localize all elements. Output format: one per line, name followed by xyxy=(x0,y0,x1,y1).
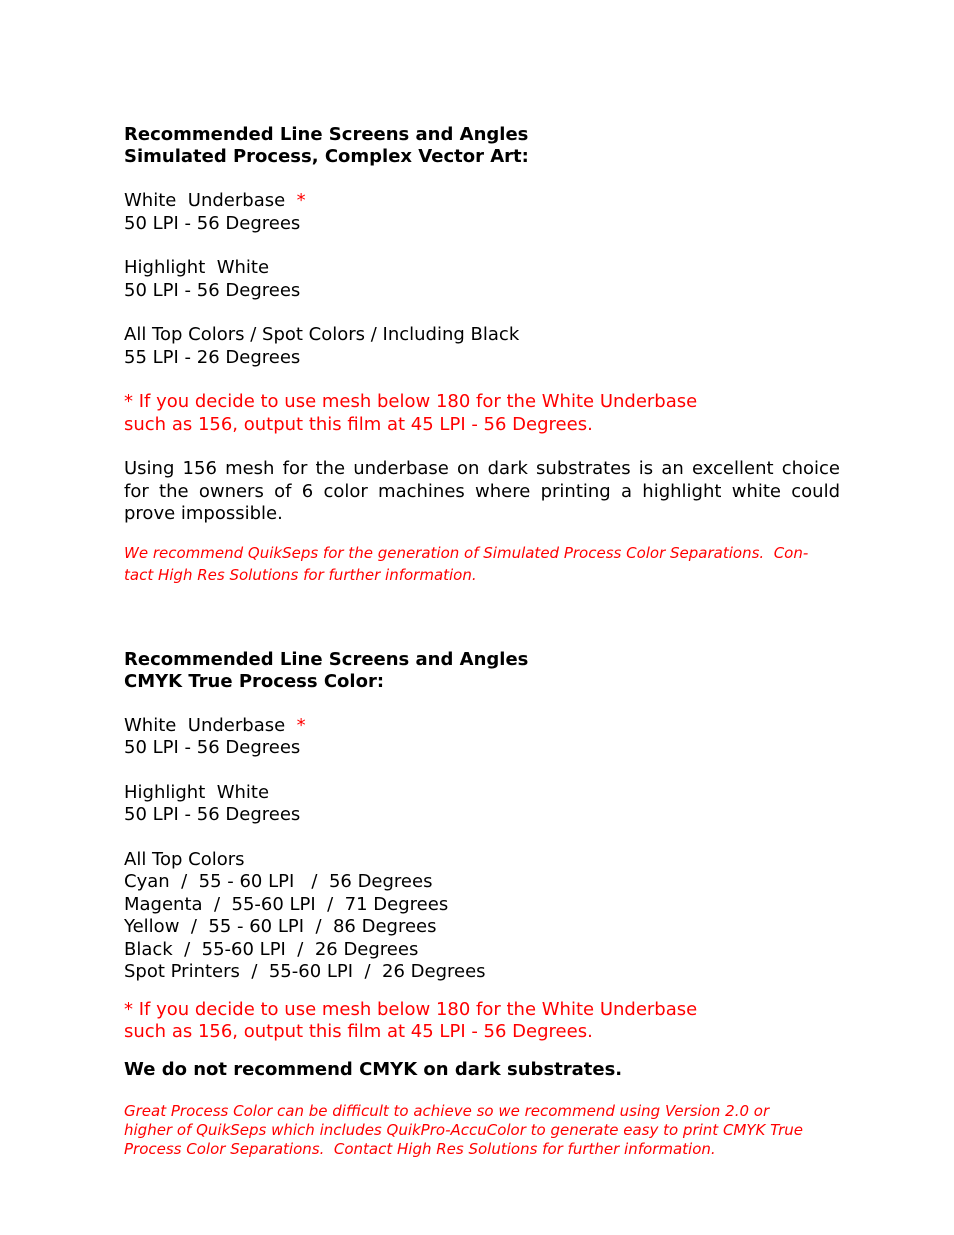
section2-title-line2: CMYK True Process Color: xyxy=(124,670,385,692)
white-underbase-label: White Underbase xyxy=(124,714,286,736)
section-cmyk-process xyxy=(124,649,840,1159)
section1-mesh-paragraph: Using 156 mesh for the underbase on dark substrates is an excellent choice for the owners of 6 color machines where printing a highlight white could prove impossible. xyxy=(124,458,840,524)
section2-highlight-white-label: Highlight White xyxy=(124,781,270,803)
section1-top-colors-value: 55 LPI - 26 Degrees xyxy=(124,346,301,368)
section2-warning-line1: * If you decide to use mesh below 180 for the White Underbase xyxy=(124,998,698,1020)
section2-white-underbase xyxy=(124,715,840,738)
section1-warning-line1: * If you decide to use mesh below 180 for the White Underbase xyxy=(124,391,698,412)
section1-white-underbase-value: 50 LPI - 56 Degrees xyxy=(124,212,301,234)
section2-note-line3: Process Color Separations. Contact High Res Solutions for further information. xyxy=(124,1139,716,1158)
document-page xyxy=(124,124,840,1159)
asterisk-marker: * xyxy=(296,190,306,211)
asterisk-marker: * xyxy=(296,714,306,736)
cmyk-dark-substrates-statement: We do not recommend CMYK on dark substrates. xyxy=(124,1058,623,1080)
section1-note-line1: We recommend QuikSeps for the generation of Simulated Process Color Separations. Con- xyxy=(124,543,809,562)
color-line-magenta: Magenta / 55-60 LPI / 71 Degrees xyxy=(124,893,449,915)
section2-note-line2: higher of QuikSeps which includes QuikPro-AccuColor to generate easy to print CMYK True xyxy=(124,1120,804,1139)
section1-note-line2: tact High Res Solutions for further information. xyxy=(124,565,477,584)
section2-highlight-white-value: 50 LPI - 56 Degrees xyxy=(124,804,301,825)
section1-title-line2: Simulated Process, Complex Vector Art: xyxy=(124,146,529,167)
section1-highlight-white-label: Highlight White xyxy=(124,257,270,278)
section2-note-line1: Great Process Color can be difficult to achieve so we recommend using Version 2.0 or xyxy=(124,1101,770,1120)
color-line-cyan: Cyan / 55 - 60 LPI / 56 Degrees xyxy=(124,871,433,892)
color-line-yellow: Yellow / 55 - 60 LPI / 86 Degrees xyxy=(124,916,437,937)
section1-warning-line2: such as 156, output this film at 45 LPI - 56 Degrees. xyxy=(124,413,593,435)
color-line-black: Black / 55-60 LPI / 26 Degrees xyxy=(124,938,419,960)
section-simulated-process xyxy=(124,124,840,586)
section1-highlight-white-value: 50 LPI - 56 Degrees xyxy=(124,279,301,301)
section1-white-underbase xyxy=(124,190,840,213)
section1-title-line1: Recommended Line Screens and Angles xyxy=(124,124,529,145)
section2-warning-line2: such as 156, output this film at 45 LPI - 56 Degrees. xyxy=(124,1021,593,1042)
white-underbase-label: White Underbase xyxy=(124,190,286,211)
section2-title-line1: Recommended Line Screens and Angles xyxy=(124,648,529,670)
color-line-spot-printers: Spot Printers / 55-60 LPI / 26 Degrees xyxy=(124,961,486,982)
section2-top-colors-label: All Top Colors xyxy=(124,848,245,870)
section1-top-colors-label: All Top Colors / Spot Colors / Including Black xyxy=(124,324,520,345)
section2-white-underbase-value: 50 LPI - 56 Degrees xyxy=(124,737,301,758)
